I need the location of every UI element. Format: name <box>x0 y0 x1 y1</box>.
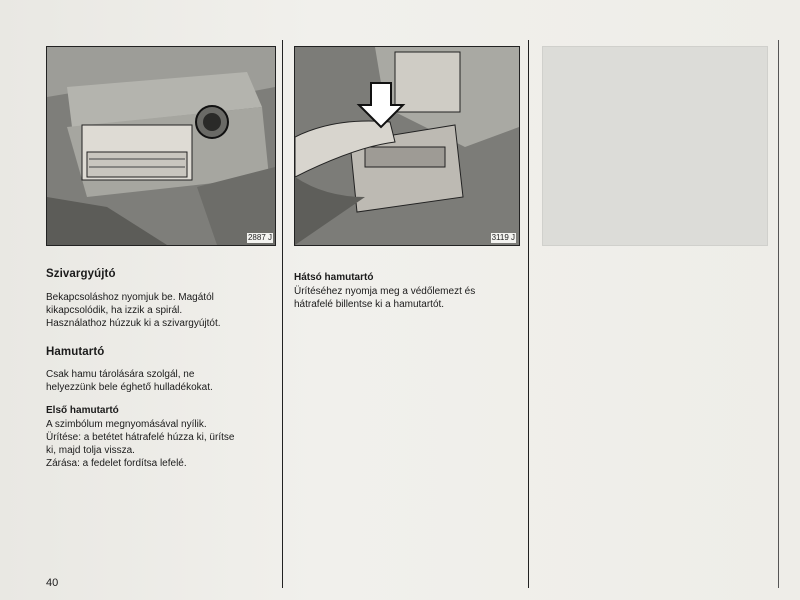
column-divider-outer <box>778 40 779 588</box>
front-ashtray-text: A szimbólum megnyomásával nyílik. Ürítése: a betétet hátrafelé húzza ki, ürítse ki, majd tolja vissza. Zárása: a fedelet fordítsa lefelé. <box>46 419 235 469</box>
heading-front-ashtray: Első hamutartó <box>46 405 119 416</box>
figure-cigarette-lighter <box>46 46 276 246</box>
rear-ashtray-illustration <box>295 47 519 245</box>
ashtray-text: Csak hamu tárolására szolgál, ne helyezzünk bele éghető hulladékokat. <box>46 369 213 393</box>
heading-rear-ashtray: Hátsó hamutartó <box>294 272 374 283</box>
figure-rear-ashtray <box>294 46 520 246</box>
column-divider-right <box>528 40 529 588</box>
heading-ashtray: Hamutartó <box>46 346 105 358</box>
page-number: 40 <box>46 577 59 589</box>
figure-number: 2887 J <box>247 233 272 242</box>
rear-ashtray-text: Ürítéséhez nyomja meg a védőlemezt és hátrafelé billentse ki a hamutartót. <box>294 286 476 310</box>
column-divider-left <box>282 40 283 588</box>
heading-cigarette-lighter: Szivargyújtó <box>46 268 116 280</box>
ghost-figure <box>542 46 768 246</box>
lighter-illustration <box>47 47 275 245</box>
cigarette-lighter-text: Bekapcsoláshoz nyomjuk be. Magától kikapcsolódik, ha izzik a spirál. Használathoz húzzuk ki a szivargyújtót. <box>46 292 221 329</box>
figure-number: 3119 J <box>491 233 515 242</box>
